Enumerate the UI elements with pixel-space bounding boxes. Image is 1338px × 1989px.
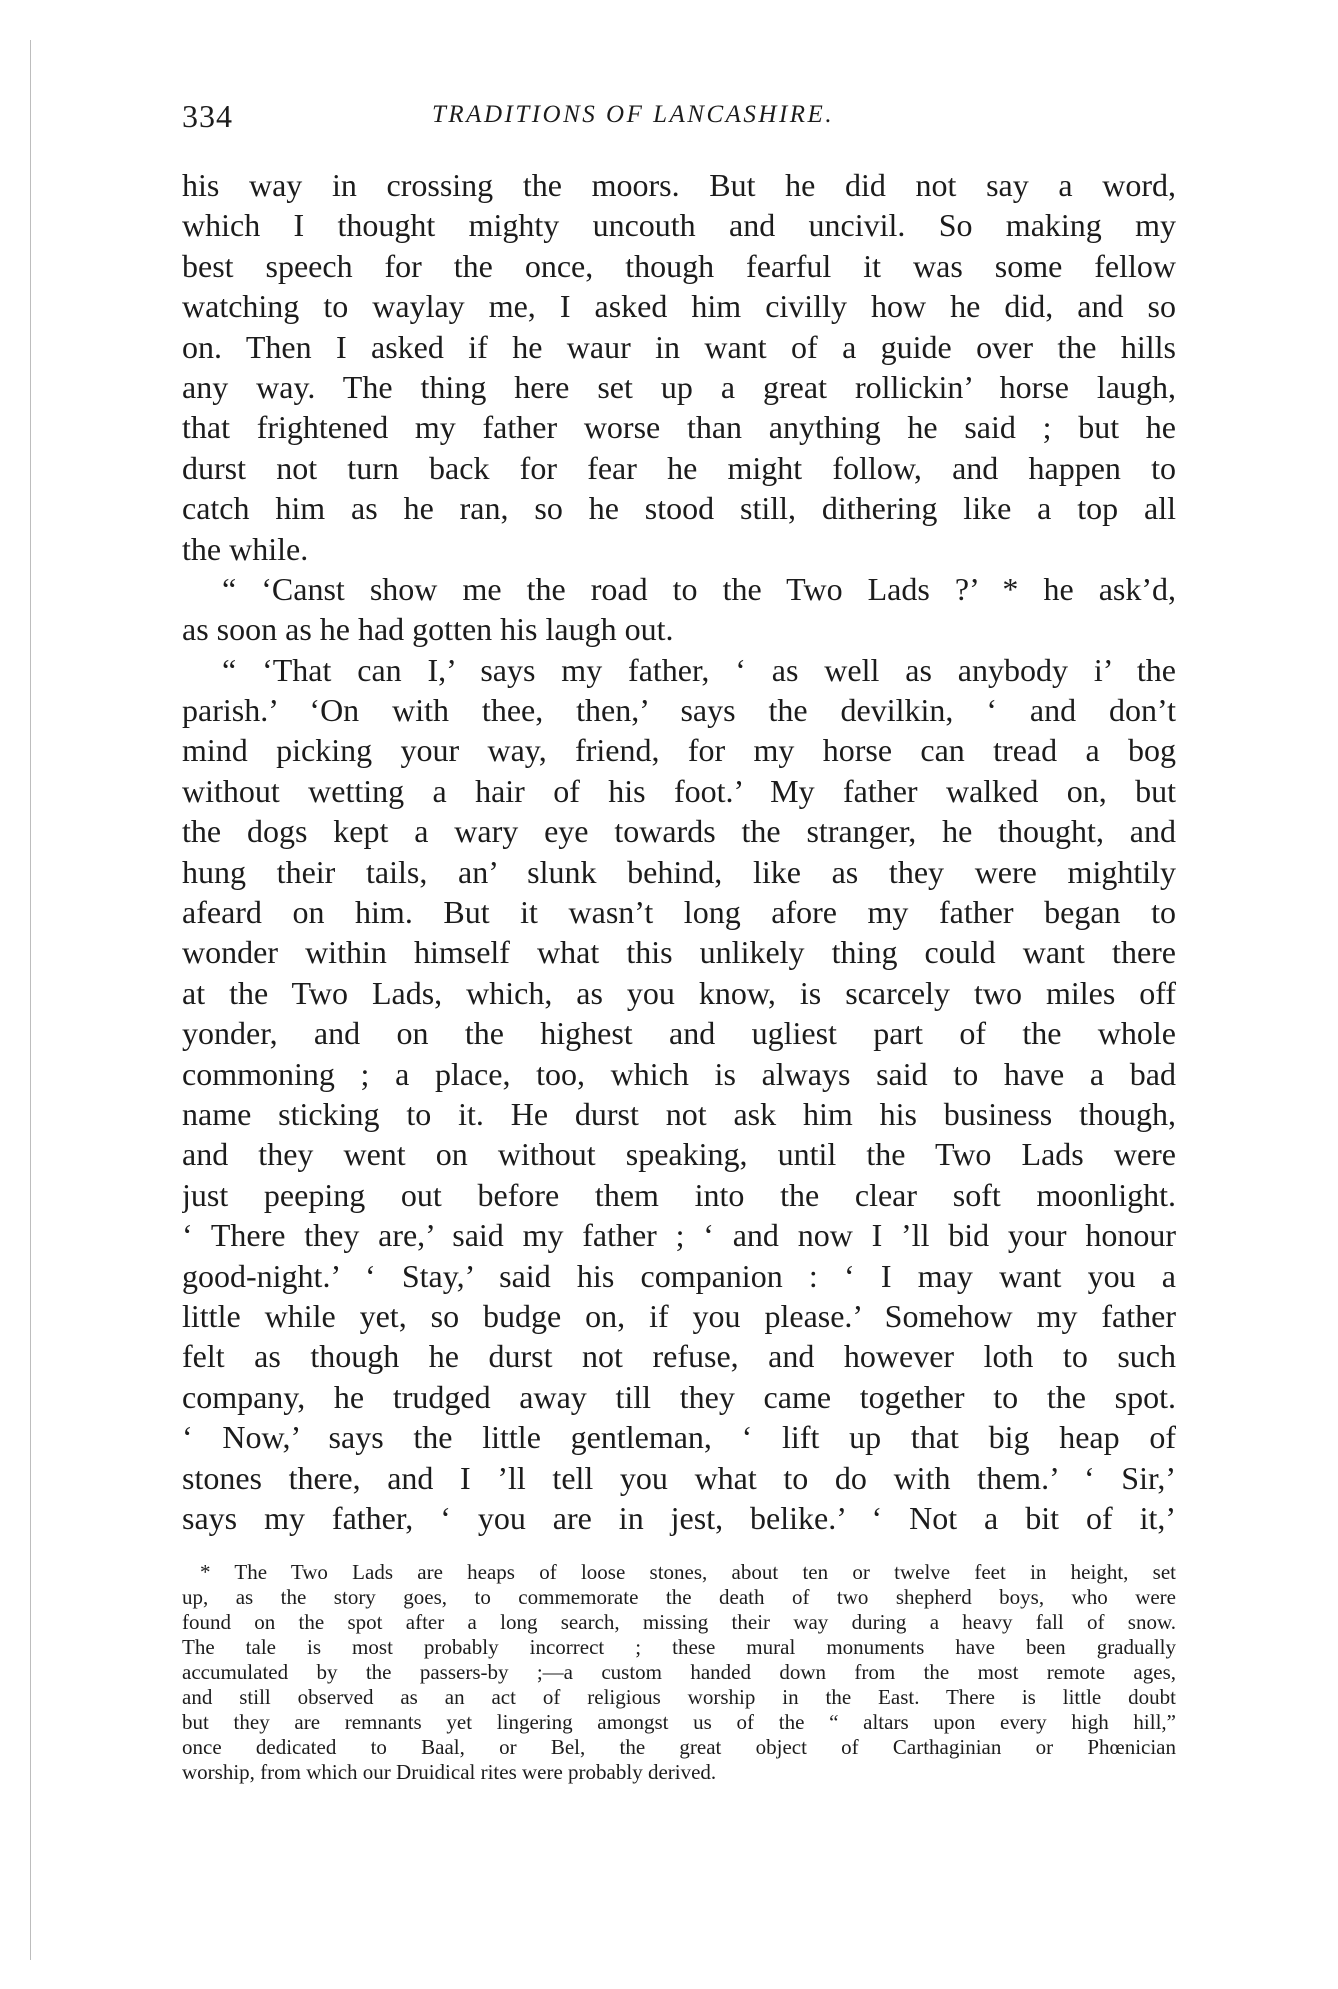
text-line: “ ‘Canst show me the road to the Two Lads ?’ * he ask’d, — [222, 570, 1176, 607]
footnote-line: and still observed as an act of religious worship in the East. There is little doubt — [182, 1685, 1176, 1709]
footnote-line: but they are remnants yet lingering amongst us of the “ altars upon every high hill,” — [182, 1710, 1176, 1734]
main-text — [182, 165, 1176, 1538]
text-line: commoning ; a place, too, which is always said to have a bad — [182, 1055, 1176, 1092]
text-line: company, he trudged away till they came together to the spot. — [182, 1378, 1176, 1415]
text-line: ‘ There they are,’ said my father ; ‘ and now I ’ll bid your honour — [182, 1217, 1176, 1254]
text-line: afeard on him. But it wasn’t long afore my father began to — [182, 894, 1176, 931]
text-line: which I thought mighty uncouth and uncivil. So making my — [182, 207, 1176, 244]
text-line: felt as though he durst not refuse, and however loth to such — [182, 1338, 1176, 1375]
text-line: best speech for the once, though fearful it was some fellow — [182, 247, 1176, 284]
page-number: 334 — [182, 98, 233, 134]
footnote-line: worship, from which our Druidical rites were probably derived. — [182, 1760, 717, 1784]
text-line: at the Two Lads, which, as you know, is scarcely two miles off — [182, 974, 1176, 1011]
text-line: says my father, ‘ you are in jest, belike.’ ‘ Not a bit of it,’ — [182, 1499, 1176, 1536]
text-line: mind picking your way, friend, for my horse can tread a bog — [182, 732, 1176, 769]
footnote-line: accumulated by the passers-by ;—a custom handed down from the most remote ages, — [182, 1660, 1176, 1684]
binding-edge-line — [30, 40, 31, 1960]
footnote-line: * The Two Lads are heaps of loose stones, about ten or twelve feet in height, set — [200, 1560, 1176, 1584]
text-line: watching to waylay me, I asked him civilly how he did, and so — [182, 288, 1176, 325]
footnote-line: once dedicated to Baal, or Bel, the great object of Carthaginian or Phœnician — [182, 1735, 1176, 1759]
text-line: his way in crossing the moors. But he did not say a word, — [182, 167, 1176, 203]
text-line: just peeping out before them into the clear soft moonlight. — [182, 1176, 1176, 1213]
text-line: catch him as he ran, so he stood still, dithering like a top all — [182, 490, 1176, 527]
text-line: ‘ Now,’ says the little gentleman, ‘ lift up that big heap of — [182, 1419, 1176, 1456]
text-line: stones there, and I ’ll tell you what to do with them.’ ‘ Sir,’ — [182, 1459, 1176, 1496]
text-line: any way. The thing here set up a great rollickin’ horse laugh, — [182, 368, 1176, 405]
text-line: yonder, and on the highest and ugliest part of the whole — [182, 1015, 1176, 1052]
text-line: parish.’ ‘On with thee, then,’ says the devilkin, ‘ and don’t — [182, 692, 1176, 729]
text-line: “ ‘That can I,’ says my father, ‘ as well as anybody i’ the — [222, 651, 1176, 688]
footnote — [182, 1560, 1176, 1785]
footnote-line: up, as the story goes, to commemorate the death of two shepherd boys, who were — [182, 1585, 1176, 1609]
footnote-line: The tale is most probably incorrect ; these mural monuments have been gradually — [182, 1635, 1176, 1659]
running-title: TRADITIONS OF LANCASHIRE. — [432, 101, 835, 128]
text-line: the dogs kept a wary eye towards the stranger, he thought, and — [182, 813, 1176, 850]
text-line: name sticking to it. He durst not ask him his business though, — [182, 1095, 1176, 1132]
text-line: the while. — [182, 530, 309, 567]
text-line: on. Then I asked if he waur in want of a guide over the hills — [182, 328, 1176, 365]
footnote-line: found on the spot after a long search, missing their way during a heavy fall of snow. — [182, 1610, 1176, 1634]
text-line: without wetting a hair of his foot.’ My father walked on, but — [182, 772, 1176, 809]
text-line: little while yet, so budge on, if you please.’ Somehow my father — [182, 1297, 1176, 1334]
running-head — [182, 98, 1172, 138]
text-line: good-night.’ ‘ Stay,’ said his companion : ‘ I may want you a — [182, 1257, 1176, 1294]
text-line: as soon as he had gotten his laugh out. — [182, 611, 674, 648]
text-line: that frightened my father worse than anything he said ; but he — [182, 409, 1176, 446]
text-line: hung their tails, an’ slunk behind, like as they were mightily — [182, 853, 1176, 890]
text-line: durst not turn back for fear he might follow, and happen to — [182, 449, 1176, 486]
text-line: and they went on without speaking, until the Two Lads were — [182, 1136, 1176, 1173]
text-line: wonder within himself what this unlikely thing could want there — [182, 934, 1176, 971]
